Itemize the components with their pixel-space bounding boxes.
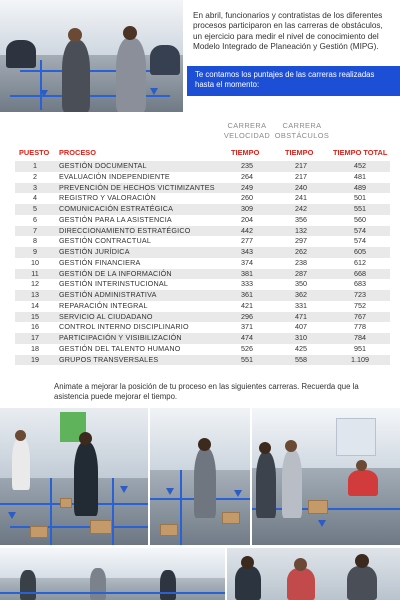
cell-tiempo-obstaculos: 217 — [295, 171, 307, 181]
cell-puesto: 16 — [31, 322, 39, 332]
cell-tiempo-velocidad: 264 — [241, 171, 253, 181]
table-row — [15, 193, 390, 204]
cell-tiempo-total: 668 — [354, 268, 366, 278]
cell-tiempo-obstaculos: 558 — [295, 354, 307, 364]
cell-tiempo-obstaculos: 471 — [295, 311, 307, 321]
cell-proceso: GESTIÓN CONTRACTUAL — [59, 236, 152, 246]
photo-obstacle-race-left — [0, 408, 148, 545]
cell-tiempo-velocidad: 361 — [241, 290, 253, 299]
cell-proceso: SERVICIO AL CIUDADANO — [59, 311, 153, 321]
table-body — [15, 161, 390, 365]
cell-puesto: 6 — [33, 214, 37, 224]
table-header — [15, 148, 390, 159]
cell-tiempo-obstaculos: 241 — [295, 193, 307, 203]
cell-tiempo-obstaculos: 425 — [295, 343, 307, 353]
cell-puesto: 2 — [33, 171, 37, 181]
cell-tiempo-velocidad: 260 — [241, 193, 253, 203]
table-row — [15, 215, 390, 226]
header-tiempo-total: TIEMPO TOTAL — [333, 148, 388, 157]
table-row — [15, 290, 390, 301]
cell-puesto: 4 — [33, 193, 37, 203]
cell-tiempo-obstaculos: 310 — [295, 333, 307, 342]
call-to-action-text: Animate a mejorar la posición de tu proceso en las siguientes carreras. Recuerda que la asistencia puede mejorar el tiempo. — [54, 382, 359, 401]
cell-proceso: PREVENCIÓN DE HECHOS VICTIMIZANTES — [59, 182, 215, 192]
table-row — [15, 226, 390, 237]
cell-tiempo-obstaculos: 331 — [295, 300, 307, 310]
cell-tiempo-obstaculos: 362 — [295, 290, 307, 299]
cell-puesto: 1 — [33, 161, 37, 170]
cell-puesto: 17 — [31, 333, 39, 342]
cell-tiempo-total: 452 — [354, 161, 366, 170]
cell-tiempo-velocidad: 421 — [241, 300, 253, 310]
cell-tiempo-velocidad: 371 — [241, 322, 253, 332]
header-tiempo-obstaculos: TIEMPO — [285, 148, 314, 157]
cell-proceso: REGISTRO Y VALORACIÓN — [59, 193, 156, 203]
cell-tiempo-velocidad: 235 — [241, 161, 253, 170]
table-row — [15, 333, 390, 344]
cell-proceso: GESTIÓN ADMINISTRATIVA — [59, 290, 157, 299]
cell-tiempo-obstaculos: 407 — [295, 322, 307, 332]
table-row — [15, 269, 390, 280]
cell-tiempo-total: 683 — [354, 279, 366, 289]
cell-tiempo-total: 951 — [354, 343, 366, 353]
cell-tiempo-total: 784 — [354, 333, 366, 342]
cell-puesto: 8 — [33, 236, 37, 246]
column-group-velocidad: CARRERA VELOCIDAD — [223, 121, 271, 140]
table-row — [15, 204, 390, 215]
photo-obstacle-race-right — [252, 408, 400, 545]
cell-tiempo-obstaculos: 297 — [295, 236, 307, 246]
cell-puesto: 7 — [33, 225, 37, 235]
photo-obstacle-race-center — [150, 408, 250, 545]
intro-paragraph: En abril, funcionarios y contratistas de los diferentes procesos participaron en las carreras de obstáculos, un ejercicio para medir el nivel de conocimiento del Modelo Integrado de Planeación y Gestión (MIPG). — [193, 11, 383, 52]
cell-tiempo-obstaculos: 287 — [295, 268, 307, 278]
header-puesto: PUESTO — [19, 148, 50, 157]
photo-team-meeting — [0, 0, 183, 112]
photo-group-bottom-right — [227, 548, 400, 600]
cell-proceso: GESTIÓN DOCUMENTAL — [59, 161, 147, 170]
cell-tiempo-obstaculos: 242 — [295, 204, 307, 213]
cell-proceso: REPARACIÓN INTEGRAL — [59, 300, 148, 310]
cell-puesto: 11 — [31, 268, 39, 278]
column-group-obstaculos: CARRERA OBSTÁCULOS — [274, 121, 330, 140]
header-tiempo-velocidad: TIEMPO — [231, 148, 260, 157]
photo-group-bottom-left — [0, 548, 225, 600]
table-row — [15, 279, 390, 290]
cell-tiempo-total: 574 — [354, 225, 366, 235]
cell-tiempo-total: 767 — [354, 311, 366, 321]
cell-tiempo-total: 605 — [354, 247, 366, 256]
table-row — [15, 161, 390, 172]
cell-proceso: GRUPOS TRANSVERSALES — [59, 354, 159, 364]
cell-tiempo-obstaculos: 132 — [295, 225, 307, 235]
cell-proceso: GESTIÓN INTERINSTUCIONAL — [59, 279, 169, 289]
cell-tiempo-velocidad: 277 — [241, 236, 253, 246]
cell-tiempo-total: 752 — [354, 300, 366, 310]
cell-tiempo-velocidad: 381 — [241, 268, 253, 278]
cell-tiempo-obstaculos: 217 — [295, 161, 307, 170]
cell-tiempo-total: 489 — [354, 182, 366, 192]
cell-tiempo-velocidad: 296 — [241, 311, 253, 321]
cell-proceso: PARTICIPACIÓN Y VISIBILIZACIÓN — [59, 333, 182, 342]
cell-puesto: 3 — [33, 182, 37, 192]
cell-tiempo-total: 481 — [354, 171, 366, 181]
cell-puesto: 12 — [31, 279, 39, 289]
cell-tiempo-velocidad: 249 — [241, 182, 253, 192]
cell-puesto: 19 — [31, 354, 39, 364]
cell-tiempo-velocidad: 442 — [241, 225, 253, 235]
cell-proceso: DIRECCIONAMIENTO ESTRATÉGICO — [59, 225, 191, 235]
cell-tiempo-total: 574 — [354, 236, 366, 246]
scores-banner: Te contamos los puntajes de las carreras realizadas hasta el momento: — [187, 66, 400, 96]
cell-tiempo-velocidad: 204 — [241, 214, 253, 224]
cell-proceso: GESTIÓN JURÍDICA — [59, 247, 130, 256]
table-row — [15, 355, 390, 366]
table-row — [15, 183, 390, 194]
cell-tiempo-velocidad: 374 — [241, 257, 253, 267]
cell-tiempo-total: 723 — [354, 290, 366, 299]
table-row — [15, 312, 390, 323]
cell-tiempo-obstaculos: 350 — [295, 279, 307, 289]
cell-puesto: 5 — [33, 204, 37, 213]
cell-proceso: GESTIÓN DE LA INFORMACIÓN — [59, 268, 172, 278]
window — [336, 418, 376, 456]
cell-puesto: 10 — [31, 257, 39, 267]
table-row — [15, 258, 390, 269]
cell-tiempo-obstaculos: 262 — [295, 247, 307, 256]
cell-tiempo-total: 551 — [354, 204, 366, 213]
cell-tiempo-velocidad: 551 — [241, 354, 253, 364]
table-row — [15, 322, 390, 333]
header-proceso: PROCESO — [59, 148, 96, 157]
table-row — [15, 247, 390, 258]
cell-tiempo-total: 778 — [354, 322, 366, 332]
cell-tiempo-total: 1.109 — [351, 354, 369, 364]
cell-tiempo-velocidad: 526 — [241, 343, 253, 353]
cell-proceso: GESTIÓN DEL TALENTO HUMANO — [59, 343, 181, 353]
cell-proceso: CONTROL INTERNO DISCIPLINARIO — [59, 322, 189, 332]
cell-tiempo-velocidad: 343 — [241, 247, 253, 256]
cell-tiempo-total: 560 — [354, 214, 366, 224]
table-row — [15, 236, 390, 247]
cell-tiempo-obstaculos: 356 — [295, 214, 307, 224]
cell-tiempo-velocidad: 333 — [241, 279, 253, 289]
cell-puesto: 14 — [31, 300, 39, 310]
table-row — [15, 344, 390, 355]
cell-tiempo-obstaculos: 238 — [295, 257, 307, 267]
cell-puesto: 13 — [31, 290, 39, 299]
cell-tiempo-obstaculos: 240 — [295, 182, 307, 192]
cell-proceso: GESTIÓN FINANCIERA — [59, 257, 141, 267]
table-row — [15, 172, 390, 183]
cell-proceso: COMUNICACIÓN ESTRATÉGICA — [59, 204, 174, 213]
cell-puesto: 18 — [31, 343, 39, 353]
cell-proceso: GESTIÓN PARA LA ASISTENCIA — [59, 214, 172, 224]
cell-tiempo-total: 612 — [354, 257, 366, 267]
cell-puesto: 15 — [31, 311, 39, 321]
table-row — [15, 301, 390, 312]
cell-tiempo-velocidad: 474 — [241, 333, 253, 342]
cell-proceso: EVALUACIÓN INDEPENDIENTE — [59, 171, 170, 181]
cell-puesto: 9 — [33, 247, 37, 256]
cell-tiempo-velocidad: 309 — [241, 204, 253, 213]
cell-tiempo-total: 501 — [354, 193, 366, 203]
